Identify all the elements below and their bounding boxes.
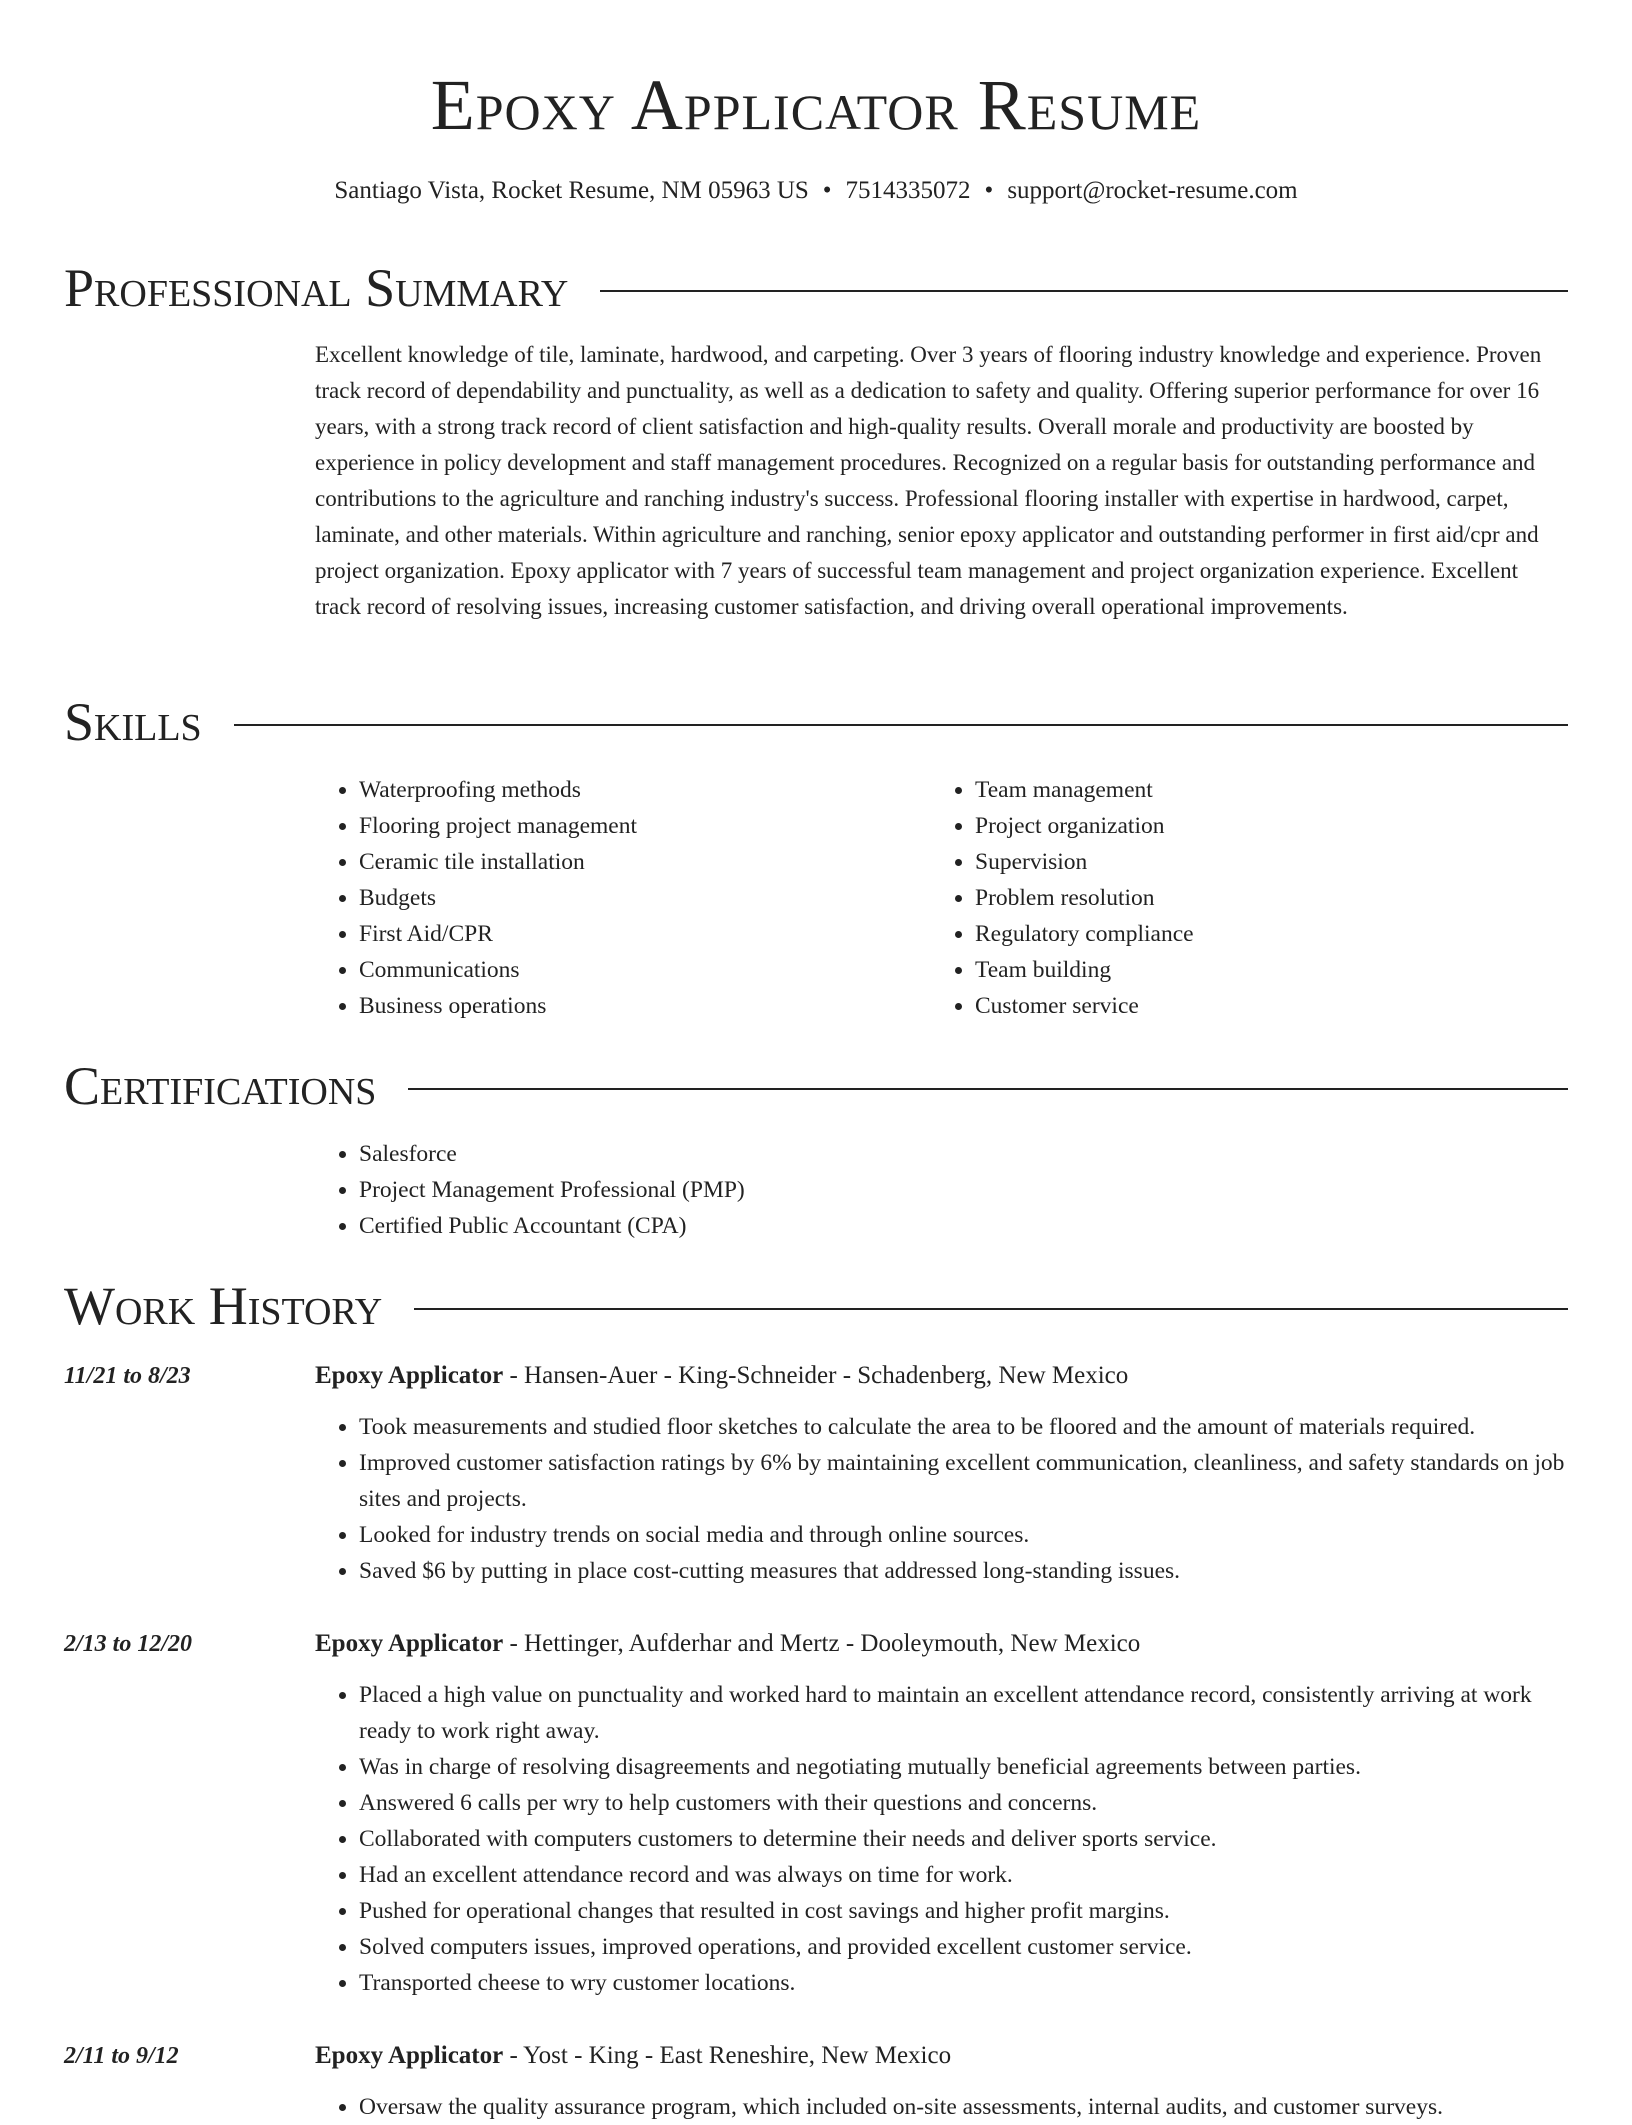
job-title: Epoxy Applicator — [315, 1630, 504, 1657]
job-bullet: • Oversaw the quality assurance program, which included on-site assessments, internal audits, and customer surveys. — [359, 2089, 1569, 2125]
job-bullet: • Looked for industry trends on social media and through online sources. — [359, 1517, 1569, 1553]
contact-line — [0, 174, 1632, 208]
job-heading — [315, 1626, 1140, 1662]
section-divider — [408, 1088, 1568, 1090]
section-title-work-history: Work History — [64, 1276, 383, 1336]
job-company: - Yost - King - East Reneshire, New Mexico — [503, 2042, 952, 2069]
job-bullet: • Pushed for operational changes that resulted in cost savings and higher profit margins. — [359, 1893, 1569, 1929]
skill-item: • Team building — [975, 952, 1531, 988]
job-bullet: • Saved $6 by putting in place cost-cutting measures that addressed long-standing issues. — [359, 1553, 1569, 1589]
job-heading — [315, 1358, 1128, 1394]
job-dates: 2/13 to 12/20 — [64, 1631, 193, 1657]
job-bullet: • Transported cheese to wry customer locations. — [359, 1965, 1569, 2001]
job-bullet: • Collaborated with computers customers to determine their needs and deliver sports service. — [359, 1821, 1569, 1857]
job-bullet: • Took measurements and studied floor sketches to calculate the area to be floored and the amount of materials required. — [359, 1409, 1569, 1445]
skill-item: • Customer service — [975, 988, 1531, 1024]
certification-item: • Certified Public Accountant (CPA) — [359, 1208, 1565, 1244]
skill-item: • Team management — [975, 772, 1531, 808]
job-company: - Hansen-Auer - King-Schneider - Schadenberg, New Mexico — [503, 1362, 1129, 1389]
job-company: - Hettinger, Aufderhar and Mertz - Dooleymouth, New Mexico — [503, 1630, 1141, 1657]
section-title-skills: Skills — [64, 692, 202, 752]
section-header-summary — [64, 256, 1568, 320]
section-divider — [414, 1308, 1568, 1310]
skill-item: • Communications — [359, 952, 915, 988]
skill-item: • Waterproofing methods — [359, 772, 915, 808]
skill-item: • Regulatory compliance — [975, 916, 1531, 952]
skills-column-right — [931, 772, 1531, 1024]
job-bullet: • Improved customer satisfaction ratings by 6% by maintaining excellent communication, cleanliness, and safety standards on job sites and projects. — [359, 1445, 1569, 1517]
contact-email: support@rocket-resume.com — [1007, 177, 1298, 204]
contact-phone: 7514335072 — [845, 177, 971, 204]
skill-item: • Supervision — [975, 844, 1531, 880]
skill-item: • Project organization — [975, 808, 1531, 844]
skill-item: • Budgets — [359, 880, 915, 916]
section-header-certifications — [64, 1054, 1568, 1118]
contact-separator: • — [822, 177, 832, 204]
job-bullet: • Was in charge of resolving disagreements and negotiating mutually beneficial agreements between parties. — [359, 1749, 1569, 1785]
section-header-skills — [64, 690, 1568, 754]
contact-address: Santiago Vista, Rocket Resume, NM 05963 US — [334, 177, 809, 204]
job-dates: 2/11 to 9/12 — [64, 2043, 179, 2069]
contact-separator: • — [984, 177, 994, 204]
skills-column-left — [315, 772, 915, 1024]
job-bullet: • Placed a high value on punctuality and worked hard to maintain an excellent attendance record, consistently arriving at work ready to work right away. — [359, 1677, 1569, 1749]
certifications-list — [315, 1136, 1565, 1244]
certification-item: • Project Management Professional (PMP) — [359, 1172, 1565, 1208]
section-title-summary: Professional Summary — [64, 258, 569, 318]
job-bullet: • Had an excellent attendance record and was always on time for work. — [359, 1857, 1569, 1893]
skill-item: • Ceramic tile installation — [359, 844, 915, 880]
job-bullets — [315, 2089, 1569, 2125]
job-bullet: • Answered 6 calls per wry to help customers with their questions and concerns. — [359, 1785, 1569, 1821]
job-bullets — [315, 1409, 1569, 1589]
job-title: Epoxy Applicator — [315, 2042, 504, 2069]
summary-text: Excellent knowledge of tile, laminate, hardwood, and carpeting. Over 3 years of flooring industry knowledge and experience. Proven track record of dependability and punctuality, as well as a dedication to safety and quality. Offering superior performance for over 16 years, with a strong track record of client satisfaction and high-quality results. Overall morale and productivity are boosted by experience in policy development and staff management procedures. Recognized on a regular basis for outstanding performance and contributions to the agriculture and ranching industry's success. Professional flooring installer with expertise in hardwood, carpet, laminate, and other materials. Within agriculture and ranching, senior epoxy applicator and outstanding performer in first aid/cpr and project organization. Epoxy applicator with 7 years of successful team management and project organization experience. Excellent track record of resolving issues, increasing customer satisfaction, and driving overall operational improvements. — [315, 342, 1542, 619]
skill-item: • Business operations — [359, 988, 915, 1024]
section-divider — [600, 290, 1568, 292]
skill-item: • Problem resolution — [975, 880, 1531, 916]
job-heading — [315, 2038, 951, 2074]
job-bullet: • Solved computers issues, improved operations, and provided excellent customer service. — [359, 1929, 1569, 1965]
skill-item: • Flooring project management — [359, 808, 915, 844]
section-divider — [234, 724, 1568, 726]
job-title: Epoxy Applicator — [315, 1362, 504, 1389]
section-header-work-history — [64, 1274, 1568, 1338]
job-dates: 11/21 to 8/23 — [64, 1363, 191, 1389]
resume-title: Epoxy Applicator Resume — [430, 65, 1202, 145]
certification-item: • Salesforce — [359, 1136, 1565, 1172]
job-bullets — [315, 1677, 1569, 2001]
skill-item: • First Aid/CPR — [359, 916, 915, 952]
section-title-certifications: Certifications — [64, 1056, 377, 1116]
